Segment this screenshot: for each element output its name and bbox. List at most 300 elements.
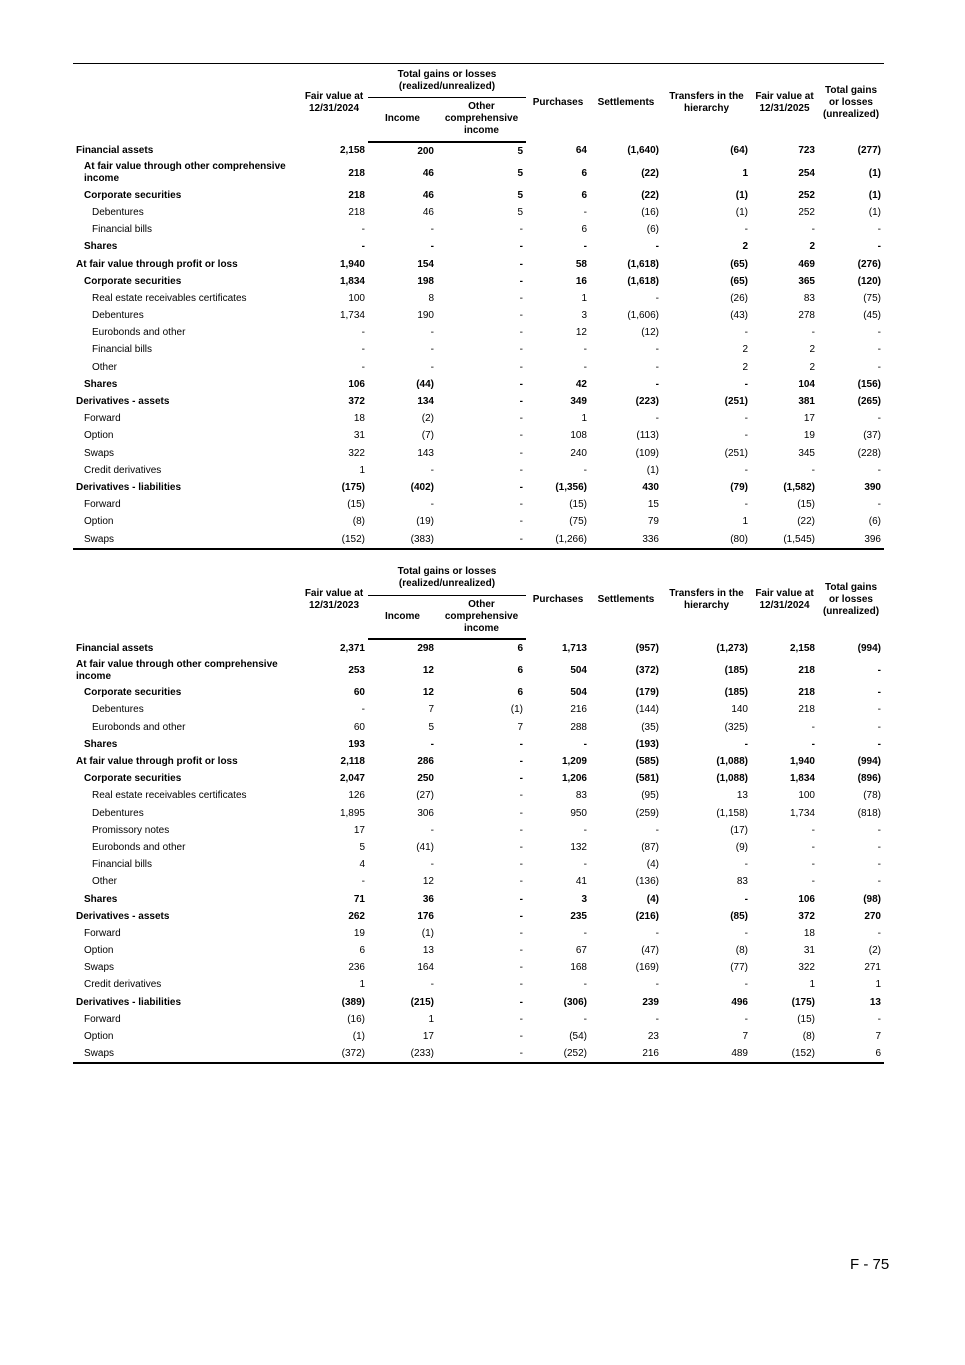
cell-value: -: [519, 790, 523, 802]
cell-value: (41): [416, 841, 434, 853]
table-row: [73, 221, 884, 238]
cell-value: -: [519, 344, 523, 356]
table-row: [73, 908, 884, 925]
row-label: Shares: [84, 893, 118, 905]
row-label: Other: [92, 361, 118, 373]
row-label: At fair value through other comprehensive income: [84, 161, 286, 185]
cell-value: 349: [570, 396, 587, 408]
cell-value: -: [583, 824, 587, 836]
row-label: Shares: [84, 378, 118, 390]
cell-value: 235: [570, 910, 587, 922]
table-2025: [73, 63, 884, 550]
cell-value: 1: [875, 979, 881, 991]
table-row: [73, 1011, 884, 1028]
header-fair-value-start: Fair value at 12/31/2023: [304, 588, 364, 611]
row-label: Other: [92, 876, 118, 888]
cell-value: -: [519, 275, 523, 287]
cell-value: (957): [635, 642, 659, 654]
cell-value: -: [519, 824, 523, 836]
cell-value: 365: [798, 275, 815, 287]
cell-value: -: [430, 824, 434, 836]
header-purchases: Purchases: [526, 64, 590, 142]
cell-value: -: [361, 241, 365, 253]
row-label: Derivatives - assets: [76, 910, 170, 922]
cell-value: -: [811, 841, 815, 853]
cell-value: (152): [300, 530, 368, 548]
cell-value: -: [811, 721, 815, 733]
cell-value: -: [655, 241, 659, 253]
cell-value: 2,118: [340, 756, 365, 768]
cell-value: (35): [641, 721, 659, 733]
cell-value: 306: [417, 807, 434, 819]
cell-value: -: [877, 704, 881, 716]
cell-value: -: [583, 738, 587, 750]
row-label: Option: [84, 945, 114, 957]
cell-value: (6): [868, 516, 881, 528]
cell-value: (78): [863, 790, 881, 802]
cell-value: -: [744, 979, 748, 991]
cell-value: -: [519, 224, 523, 236]
cell-value: (19): [416, 516, 434, 528]
cell-value: 6: [818, 1045, 884, 1063]
cell-value: 5: [517, 167, 523, 179]
table-row: [73, 639, 884, 657]
cell-value: (2): [421, 413, 434, 425]
cell-value: -: [519, 1013, 523, 1025]
cell-value: (1): [352, 1031, 365, 1043]
cell-value: (17): [730, 824, 748, 836]
cell-value: 18: [803, 927, 815, 939]
cell-value: 723: [798, 145, 815, 157]
cell-value: 216: [570, 704, 587, 716]
cell-value: -: [583, 927, 587, 939]
cell-value: (8): [352, 516, 365, 528]
cell-value: -: [519, 876, 523, 888]
cell-value: -: [877, 687, 881, 699]
cell-value: -: [519, 481, 523, 493]
cell-value: (8): [802, 1031, 815, 1043]
cell-value: 168: [570, 962, 587, 974]
cell-value: 262: [348, 910, 365, 922]
cell-value: 42: [575, 378, 587, 390]
cell-value: -: [430, 344, 434, 356]
cell-value: 83: [575, 790, 587, 802]
cell-value: (4): [646, 893, 659, 905]
cell-value: (113): [636, 430, 659, 442]
cell-value: -: [811, 327, 815, 339]
cell-value: (251): [724, 447, 748, 459]
cell-value: -: [519, 773, 523, 785]
row-label: Shares: [84, 241, 118, 253]
cell-value: 218: [348, 167, 365, 179]
cell-value: 60: [353, 721, 365, 733]
cell-value: 143: [417, 447, 434, 459]
cell-value: 12: [422, 687, 434, 699]
cell-value: 286: [417, 756, 434, 768]
cell-value: -: [744, 738, 748, 750]
row-label: At fair value through profit or loss: [76, 258, 238, 270]
header-transfers: Transfers in the hierarchy: [662, 64, 751, 142]
cell-value: -: [519, 378, 523, 390]
cell-value: (372): [635, 665, 659, 677]
cell-value: 6: [581, 224, 587, 236]
row-label: Eurobonds and other: [92, 327, 186, 339]
cell-value: 16: [575, 275, 587, 287]
cell-value: (15): [569, 499, 587, 511]
cell-value: -: [811, 224, 815, 236]
cell-value: 2,047: [339, 773, 365, 785]
cell-value: 396: [818, 530, 884, 548]
cell-value: 2: [742, 361, 748, 373]
cell-value: -: [877, 665, 881, 677]
cell-value: (1): [868, 189, 881, 201]
cell-value: 5: [359, 841, 365, 853]
row-label: Credit derivatives: [84, 979, 162, 991]
cell-value: (1): [510, 704, 523, 716]
cell-value: 64: [575, 145, 587, 157]
cell-value: (1): [735, 189, 748, 201]
cell-value: (169): [635, 962, 659, 974]
cell-value: 140: [731, 704, 748, 716]
cell-value: 950: [570, 807, 587, 819]
header-purchases: Purchases: [532, 594, 584, 605]
cell-value: (27): [416, 790, 434, 802]
header-transfers: Transfers in the hierarchy: [669, 588, 744, 611]
cell-value: -: [519, 430, 523, 442]
table-row: [73, 290, 884, 307]
table-row: [73, 1028, 884, 1045]
row-label: Forward: [84, 927, 121, 939]
table-row: [73, 255, 884, 272]
cell-value: -: [877, 464, 881, 476]
cell-value: 218: [348, 206, 365, 218]
cell-value: 5: [517, 145, 523, 157]
cell-value: (7): [421, 430, 434, 442]
cell-value: 15: [647, 499, 659, 511]
cell-value: 71: [353, 893, 365, 905]
cell-value: 1,834: [789, 773, 815, 785]
cell-value: -: [744, 464, 748, 476]
cell-value: 6: [581, 167, 587, 179]
cell-value: 7: [428, 704, 434, 716]
cell-value: 496: [731, 996, 748, 1008]
cell-value: 270: [864, 910, 881, 922]
cell-value: (6): [646, 224, 659, 236]
cell-value: (1): [868, 206, 881, 218]
cell-value: (15): [797, 1013, 815, 1025]
cell-value: 254: [798, 167, 815, 179]
cell-value: 240: [570, 447, 587, 459]
table-row: [73, 341, 884, 358]
cell-value: (1,088): [716, 756, 748, 768]
table-row: [73, 787, 884, 804]
cell-value: 381: [798, 396, 815, 408]
cell-value: -: [430, 499, 434, 511]
row-label: Derivatives - liabilities: [76, 481, 182, 493]
row-label: At fair value through other comprehensive income: [76, 658, 278, 682]
cell-value: 132: [570, 841, 587, 853]
cell-value: (75): [569, 516, 587, 528]
cell-value: -: [877, 721, 881, 733]
cell-value: 1: [742, 167, 748, 179]
cell-value: -: [655, 344, 659, 356]
table-row: [73, 873, 884, 890]
cell-value: (16): [347, 1013, 365, 1025]
cell-value: -: [877, 499, 881, 511]
cell-value: (265): [857, 396, 881, 408]
cell-value: (9): [735, 841, 748, 853]
cell-value: 2,158: [339, 145, 365, 157]
table-row: [73, 890, 884, 907]
cell-value: (215): [410, 996, 434, 1008]
cell-value: -: [519, 1031, 523, 1043]
cell-value: 7: [742, 1031, 748, 1043]
cell-value: (22): [797, 516, 815, 528]
row-label: Option: [84, 1031, 114, 1043]
cell-value: 288: [570, 721, 587, 733]
row-label: Derivatives - liabilities: [76, 996, 182, 1008]
row-label: Real estate receivables certificates: [92, 790, 247, 802]
table-row: [73, 994, 884, 1011]
table-row: [73, 160, 884, 187]
cell-value: -: [744, 893, 748, 905]
cell-value: (175): [791, 996, 815, 1008]
cell-value: -: [877, 241, 881, 253]
cell-value: 1,206: [561, 773, 587, 785]
cell-value: (1,640): [627, 145, 659, 157]
cell-value: 193: [348, 738, 365, 750]
cell-value: -: [430, 738, 434, 750]
cell-value: -: [519, 807, 523, 819]
table-row: [73, 684, 884, 701]
cell-value: 1: [359, 464, 365, 476]
cell-value: -: [519, 910, 523, 922]
cell-value: -: [877, 327, 881, 339]
cell-value: -: [655, 927, 659, 939]
cell-value: (185): [724, 687, 748, 699]
cell-value: -: [655, 292, 659, 304]
cell-value: 23: [647, 1031, 659, 1043]
cell-value: 31: [353, 430, 365, 442]
cell-value: -: [655, 413, 659, 425]
row-label: Eurobonds and other: [92, 721, 186, 733]
cell-value: 271: [864, 962, 881, 974]
cell-value: -: [519, 499, 523, 511]
cell-value: -: [655, 979, 659, 991]
cell-value: -: [811, 859, 815, 871]
cell-value: (1,266): [526, 530, 590, 548]
cell-value: 31: [803, 945, 815, 957]
cell-value: (22): [641, 189, 659, 201]
cell-value: 17: [353, 824, 365, 836]
table-row: [73, 204, 884, 221]
cell-value: (156): [857, 378, 881, 390]
cell-value: 3: [581, 893, 587, 905]
table-row: [73, 410, 884, 427]
cell-value: (233): [368, 1045, 437, 1063]
cell-value: -: [519, 396, 523, 408]
row-label: Swaps: [73, 530, 300, 548]
cell-value: (1,618): [627, 275, 659, 287]
cell-value: (2): [868, 945, 881, 957]
cell-value: (136): [635, 876, 659, 888]
row-label: Option: [84, 430, 114, 442]
cell-value: -: [811, 876, 815, 888]
cell-value: 218: [798, 665, 815, 677]
cell-value: 322: [798, 962, 815, 974]
cell-value: 7: [875, 1031, 881, 1043]
cell-value: -: [655, 361, 659, 373]
table-row: [73, 479, 884, 496]
cell-value: 218: [348, 189, 365, 201]
cell-value: -: [430, 464, 434, 476]
cell-value: (193): [635, 738, 659, 750]
cell-value: 298: [417, 643, 434, 655]
cell-value: -: [744, 224, 748, 236]
cell-value: (216): [635, 910, 659, 922]
cell-value: (45): [863, 310, 881, 322]
cell-value: 6: [517, 643, 523, 655]
cell-value: 36: [422, 893, 434, 905]
cell-value: (223): [635, 396, 659, 408]
cell-value: -: [361, 327, 365, 339]
table-row: [73, 719, 884, 736]
header-settlements: Settlements: [590, 64, 662, 142]
cell-value: (109): [635, 447, 659, 459]
cell-value: 5: [517, 189, 523, 201]
cell-value: 190: [417, 310, 434, 322]
cell-value: (1,088): [716, 773, 748, 785]
cell-value: -: [655, 378, 659, 390]
header-blank: [73, 561, 300, 639]
table-row: [73, 142, 884, 160]
row-label: Promissory notes: [92, 824, 170, 836]
cell-value: 100: [798, 790, 815, 802]
cell-value: -: [877, 824, 881, 836]
cell-value: -: [744, 499, 748, 511]
cell-value: -: [877, 344, 881, 356]
cell-value: -: [583, 1013, 587, 1025]
cell-value: 7: [517, 721, 523, 733]
cell-value: -: [519, 756, 523, 768]
cell-value: -: [583, 464, 587, 476]
cell-value: 322: [348, 447, 365, 459]
cell-value: -: [744, 378, 748, 390]
cell-value: (259): [635, 807, 659, 819]
header-total-unrealized: Total gains or losses (unrealized): [822, 582, 880, 617]
cell-value: 126: [348, 790, 365, 802]
cell-value: 1,713: [561, 642, 587, 654]
table-row: [73, 187, 884, 204]
cell-value: 6: [517, 665, 523, 677]
cell-value: (1,606): [627, 310, 659, 322]
cell-value: -: [361, 361, 365, 373]
header-oci: Other comprehensive income: [437, 595, 526, 639]
cell-value: (585): [635, 756, 659, 768]
cell-value: 106: [798, 893, 815, 905]
cell-value: (22): [641, 167, 659, 179]
cell-value: 5: [517, 206, 523, 218]
cell-value: -: [437, 1045, 526, 1063]
cell-value: 198: [417, 275, 434, 287]
cell-value: (1): [868, 167, 881, 179]
row-label: Forward: [84, 413, 121, 425]
table-row: [73, 856, 884, 873]
cell-value: 252: [798, 189, 815, 201]
cell-value: 236: [348, 962, 365, 974]
cell-value: (175): [341, 481, 365, 493]
row-label: Eurobonds and other: [92, 841, 186, 853]
cell-value: 13: [736, 790, 748, 802]
cell-value: (95): [641, 790, 659, 802]
row-label: Debentures: [92, 206, 144, 218]
table-row: [73, 959, 884, 976]
cell-value: -: [877, 876, 881, 888]
cell-value: 1: [742, 516, 748, 528]
cell-value: 469: [798, 258, 815, 270]
table-row: [73, 976, 884, 993]
cell-value: (144): [635, 704, 659, 716]
cell-value: 6: [581, 189, 587, 201]
header-fair-value-end: Fair value at 12/31/2025: [751, 64, 818, 142]
cell-value: -: [877, 859, 881, 871]
row-label: Credit derivatives: [84, 464, 162, 476]
cell-value: (85): [730, 910, 748, 922]
table-row: [73, 701, 884, 718]
cell-value: 106: [348, 378, 365, 390]
cell-value: -: [361, 224, 365, 236]
table-row: [73, 427, 884, 444]
cell-value: 6: [517, 687, 523, 699]
cell-value: (1): [735, 206, 748, 218]
table-2024: [73, 561, 884, 1064]
header-blank: [73, 64, 300, 142]
cell-value: (77): [730, 962, 748, 974]
row-label: Forward: [84, 499, 121, 511]
row-label: Derivatives - assets: [76, 396, 170, 408]
cell-value: 41: [575, 876, 587, 888]
cell-value: (1): [421, 927, 434, 939]
cell-value: -: [519, 859, 523, 871]
cell-value: (80): [662, 530, 751, 548]
cell-value: (98): [863, 893, 881, 905]
row-label: Option: [84, 516, 114, 528]
cell-value: (37): [863, 430, 881, 442]
cell-value: 1: [359, 979, 365, 991]
cell-value: 164: [417, 962, 434, 974]
cell-value: (152): [751, 1045, 818, 1063]
table-row: [73, 925, 884, 942]
row-label: Debentures: [92, 310, 144, 322]
cell-value: -: [519, 516, 523, 528]
header-total-unrealized: Total gains or losses (unrealized): [818, 64, 884, 142]
cell-value: 430: [642, 481, 659, 493]
table-row: [73, 822, 884, 839]
cell-value: (389): [341, 996, 365, 1008]
cell-value: 83: [803, 292, 815, 304]
cell-value: -: [361, 876, 365, 888]
cell-value: 252: [798, 206, 815, 218]
cell-value: 17: [803, 413, 815, 425]
table-row: [73, 462, 884, 479]
cell-value: 200: [417, 145, 434, 157]
cell-value: (1,545): [751, 530, 818, 548]
cell-value: -: [655, 824, 659, 836]
cell-value: 345: [798, 447, 815, 459]
cell-value: 1: [581, 413, 587, 425]
cell-value: -: [361, 704, 365, 716]
cell-value: -: [744, 327, 748, 339]
